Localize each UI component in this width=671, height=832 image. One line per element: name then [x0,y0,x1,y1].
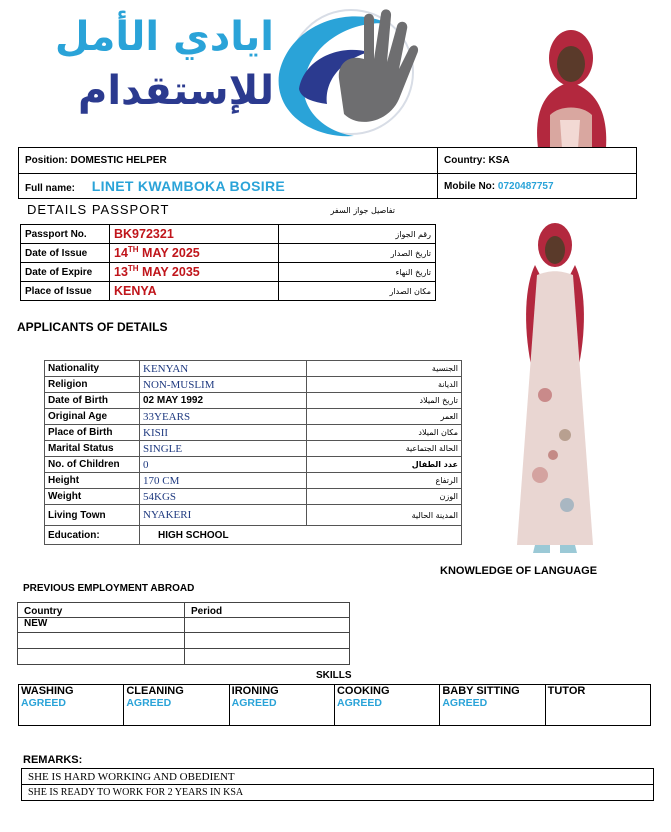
religion-ar: الديانة [307,377,462,393]
place-of-issue-ar: مكان الصدار [279,282,436,301]
table-row [18,633,350,649]
height-value: 170 CM [140,473,307,489]
height-ar: الرتفاع [307,473,462,489]
position-cell [19,148,438,174]
mobile-cell [438,174,637,199]
passport-no-value: BK972321 [110,225,279,244]
age-value: 33YEARS [140,409,307,425]
country-text: Country: KSA [444,155,510,166]
skill-ironing: IRONING AGREED [229,685,334,726]
expire-date-ar: تاريخ النهاء [279,263,436,282]
issue-date-value: 14TH MAY 2025 [110,244,279,263]
place-of-issue-value: KENYA [110,282,279,301]
mobile-value: 0720487757 [497,180,554,192]
country-column-header: Country [18,603,185,618]
passport-no-label: Passport No. [21,225,110,244]
remarks-table [21,768,654,801]
country-cell [438,148,637,174]
remark-line: SHE IS HARD WORKING AND OBEDIENT [22,769,654,785]
applicant-details-table [44,360,462,545]
employment-period-cell [185,618,350,633]
pob-label: Place of Birth [45,425,140,441]
table-row [45,526,462,545]
skill-cooking-status: AGREED [336,697,382,709]
marital-ar: الحالة الجتماعية [307,441,462,457]
skill-washing: WASHING AGREED [19,685,124,726]
marital-value: SINGLE [140,441,307,457]
table-row [18,649,350,665]
table-row [22,769,654,785]
nationality-value: KENYAN [140,361,307,377]
table-row [45,361,462,377]
passport-row [21,263,436,282]
religion-value: NON-MUSLIM [140,377,307,393]
header-table [18,147,637,199]
table-row [18,603,350,618]
skill-cleaning: CLEANING AGREED [124,685,229,726]
issue-date-label: Date of Issue [21,244,110,263]
skill-baby-sitting: BABY SITTING AGREED [440,685,545,726]
full-name-value: LINET KWAMBOKA BOSIRE [91,178,286,194]
employment-period-cell [185,633,350,649]
weight-value: 54KGS [140,489,307,505]
applicant-section-title: APPLICANTS OF DETAILS [17,320,168,334]
children-label: No. of Children [45,457,140,473]
remark-line: SHE IS READY TO WORK FOR 2 YEARS IN KSA [22,785,654,801]
full-name-label: Full name: [25,183,76,194]
passport-no-ar: رقم الجواز [279,225,436,244]
passport-section-title-ar: تفاصيل جواز السفر [330,206,395,215]
pob-ar: مكان الميلاد [307,425,462,441]
table-row [45,377,462,393]
living-town-label: Living Town [45,505,140,526]
skills-table [18,684,651,726]
issue-date-ar: تاريخ الصدار [279,244,436,263]
table-row [19,685,651,726]
logo-line1: ايادي الأمل [54,14,274,60]
knowledge-of-language-title: KNOWLEDGE OF LANGUAGE [440,565,598,577]
height-label: Height [45,473,140,489]
table-row [45,505,462,526]
nationality-ar: الجنسية [307,361,462,377]
passport-section-title: DETAILS PASSPORT [27,202,170,217]
table-row [45,489,462,505]
skills-title: SKILLS [316,670,352,681]
living-town-ar: المدينة الحالية [307,505,462,526]
place-of-issue-label: Place of Issue [21,282,110,301]
skill-ironing-status: AGREED [231,697,277,709]
passport-row [21,282,436,301]
skill-cleaning-status: AGREED [126,697,172,709]
weight-label: Weight [45,489,140,505]
mobile-label: Mobile No: [444,180,496,192]
expire-date-label: Date of Expire [21,263,110,282]
logo-line2: للإستقدام [78,68,274,114]
skill-washing-status: AGREED [21,697,66,709]
education-label: Education: [45,526,140,545]
dob-ar: تاريخ الميلاد [307,393,462,409]
full-name-cell [19,174,438,199]
skill-baby-sitting-status: AGREED [442,697,488,709]
position-text: Position: DOMESTIC HELPER [25,155,167,166]
employment-country-cell [18,633,185,649]
period-column-header: Period [185,603,350,618]
marital-label: Marital Status [45,441,140,457]
passport-table [20,224,436,301]
table-row [45,393,462,409]
age-label: Original Age [45,409,140,425]
expire-date-value: 13TH MAY 2035 [110,263,279,282]
religion-label: Religion [45,377,140,393]
remarks-title: REMARKS: [23,754,83,766]
table-row [18,618,350,633]
employment-section-title: PREVIOUS EMPLOYMENT ABROAD [23,583,195,594]
weight-ar: الوزن [307,489,462,505]
employment-country-cell: NEW [18,618,185,633]
children-value: 0 [140,457,307,473]
applicant-fullbody-photo [505,215,605,553]
passport-row [21,225,436,244]
education-value: HIGH SCHOOL [140,526,462,545]
age-ar: العمر [307,409,462,425]
employment-country-cell [18,649,185,665]
employment-table [17,602,350,665]
table-row [45,425,462,441]
dob-label: Date of Birth [45,393,140,409]
nationality-label: Nationality [45,361,140,377]
dob-value: 02 MAY 1992 [140,393,307,409]
table-row [22,785,654,801]
passport-row [21,244,436,263]
applicant-headshot-photo [520,20,622,148]
children-ar: عدد الطفال [307,457,462,473]
living-town-value: NYAKERI [140,505,307,526]
pob-value: KISII [140,425,307,441]
hand-logo-icon [269,4,434,139]
company-logo [14,4,434,139]
table-row [45,441,462,457]
skill-tutor: TUTOR [545,685,650,726]
table-row [45,409,462,425]
employment-period-cell [185,649,350,665]
skill-cooking: COOKING AGREED [334,685,439,726]
table-row [45,457,462,473]
table-row [45,473,462,489]
